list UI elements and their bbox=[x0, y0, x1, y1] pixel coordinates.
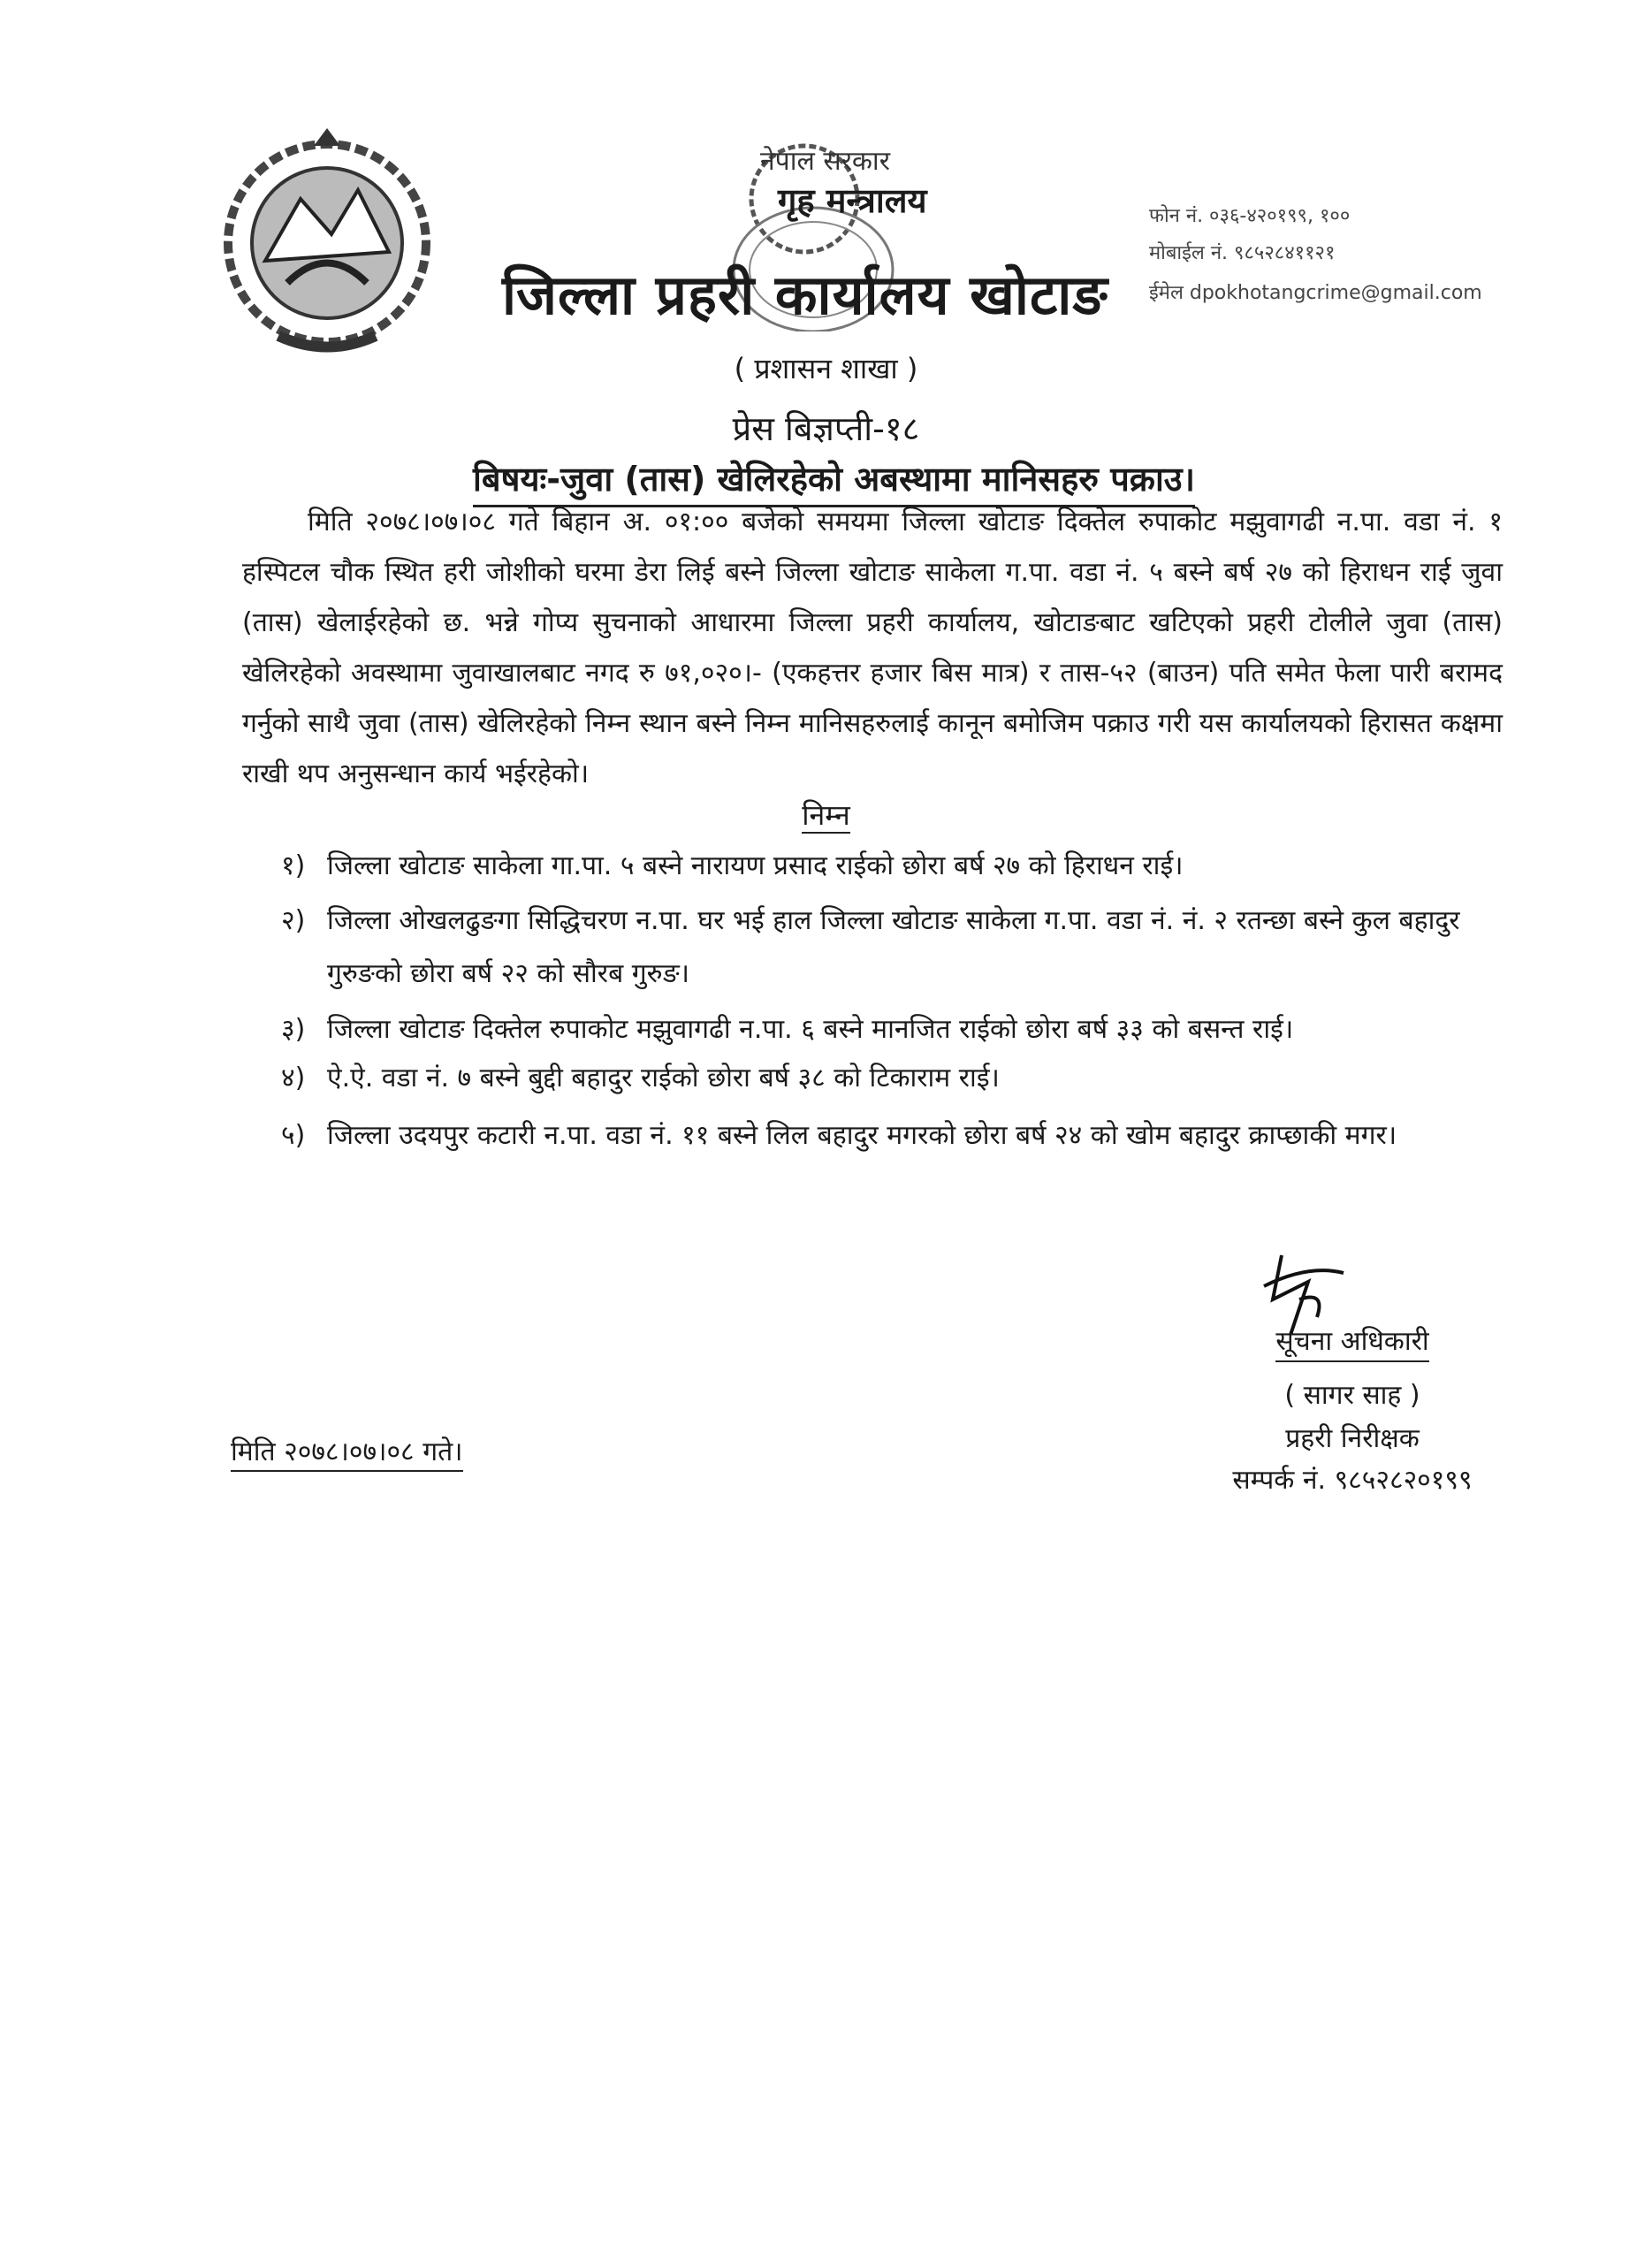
nepal-emblem-logo bbox=[217, 128, 438, 362]
signatory-title: सूचना अधिकारी bbox=[1220, 1322, 1485, 1358]
ministry-name: गृह मन्त्रालय bbox=[778, 181, 927, 220]
list-item: ५) जिल्ला उदयपुर कटारी न.पा. वडा नं. ११ बस्ने लिल बहादुर मगरको छोरा बर्ष २४ को खोम बहादुर क्राप्छाकी मगर। bbox=[281, 1120, 1397, 1151]
mobile-number: मोबाईल नं. ९८५२८४११२१ bbox=[1149, 242, 1336, 264]
body-paragraph: मिति २०७८।०७।०८ गते बिहान अ. ०१:०० बजेको समयमा जिल्ला खोटाङ दिक्तेल रुपाकोट मझुवागढी न.पा. वडा नं. १ हस्पिटल चौक स्थित हरी जोशीको घरमा डेरा लिई बस्ने जिल्ला खोटाङ साकेला ग.पा. वडा नं. ५ बस्ने बर्ष २७ को हिराधन राई जुवा (तास) खेलाईरहेको छ. भन्ने गोप्य सुचनाको आधारमा जिल्ला प्रहरी कार्यालय, खोटाङबाट खटिएको प्रहरी टोलीले जुवा (तास) खेलिरहेको अवस्थामा जुवाखालबाट नगद रु ७१,०२०।- (एकहत्तर हजार बिस मात्र) र तास-५२ (बाउन) पति समेत फेला पारी बरामद गर्नुको साथै जुवा (तास) खेलिरहेको निम्न स्थान बस्ने निम्न मानिसहरुलाई कानून बमोजिम पक्राउ गरी यस कार्यालयको हिरासत कक्षमा राखी थप अनुसन्धान कार्य भईरहेको। bbox=[242, 507, 1503, 789]
signatory-contact: सम्पर्क नं. ९८५२८२०१९९ bbox=[1232, 1465, 1473, 1496]
email-address: ईमेल dpokhotangcrime@gmail.com bbox=[1149, 282, 1482, 304]
subject-line: बिषयः-जुवा (तास) खेलिरहेको अबस्थामा मानिसहरु पक्राउ। bbox=[473, 455, 1195, 507]
issue-date: मिति २०७८।०७।०८ गते। bbox=[231, 1432, 463, 1472]
list-item: १) जिल्ला खोटाङ साकेला गा.पा. ५ बस्ने नारायण प्रसाद राईको छोरा बर्ष २७ को हिराधन राई। bbox=[281, 850, 1184, 881]
office-name: जिल्ला प्रहरी कार्यालय खोटाङ bbox=[502, 263, 1108, 327]
list-item: २) जिल्ला ओखलढुङगा सिद्धिचरण न.पा. घर भई हाल जिल्ला खोटाङ साकेला ग.पा. वडा नं. नं. २ रतन्छा बस्ने कुल बहादुर गुरुङको छोरा बर्ष २२ को सौरब गुरुङ। bbox=[281, 905, 1460, 989]
phone-number: फोन नं. ०३६-४२०१९९, १०० bbox=[1149, 205, 1351, 227]
list-heading: निम्न bbox=[802, 798, 850, 832]
list-item: ४) ऐ.ऐ. वडा नं. ७ बस्ने बुद्दी बहादुर राईको छोरा बर्ष ३८ को टिकाराम राई। bbox=[281, 1063, 1000, 1093]
signatory-rank: प्रहरी निरीक्षक bbox=[1285, 1423, 1420, 1454]
press-release-title: प्रेस बिज्ञप्ती-१८ bbox=[732, 409, 920, 448]
government-name: नेपाल सरकार bbox=[760, 146, 890, 177]
list-item: ३) जिल्ला खोटाङ दिक्तेल रुपाकोट मझुवागढी न.पा. ६ बस्ने मानजित राईको छोरा बर्ष ३३ को बसन्त राई। bbox=[281, 1014, 1294, 1045]
signatory-name: ( सागर साह ) bbox=[1284, 1380, 1420, 1411]
branch-name: ( प्रशासन शाखा ) bbox=[734, 352, 918, 385]
